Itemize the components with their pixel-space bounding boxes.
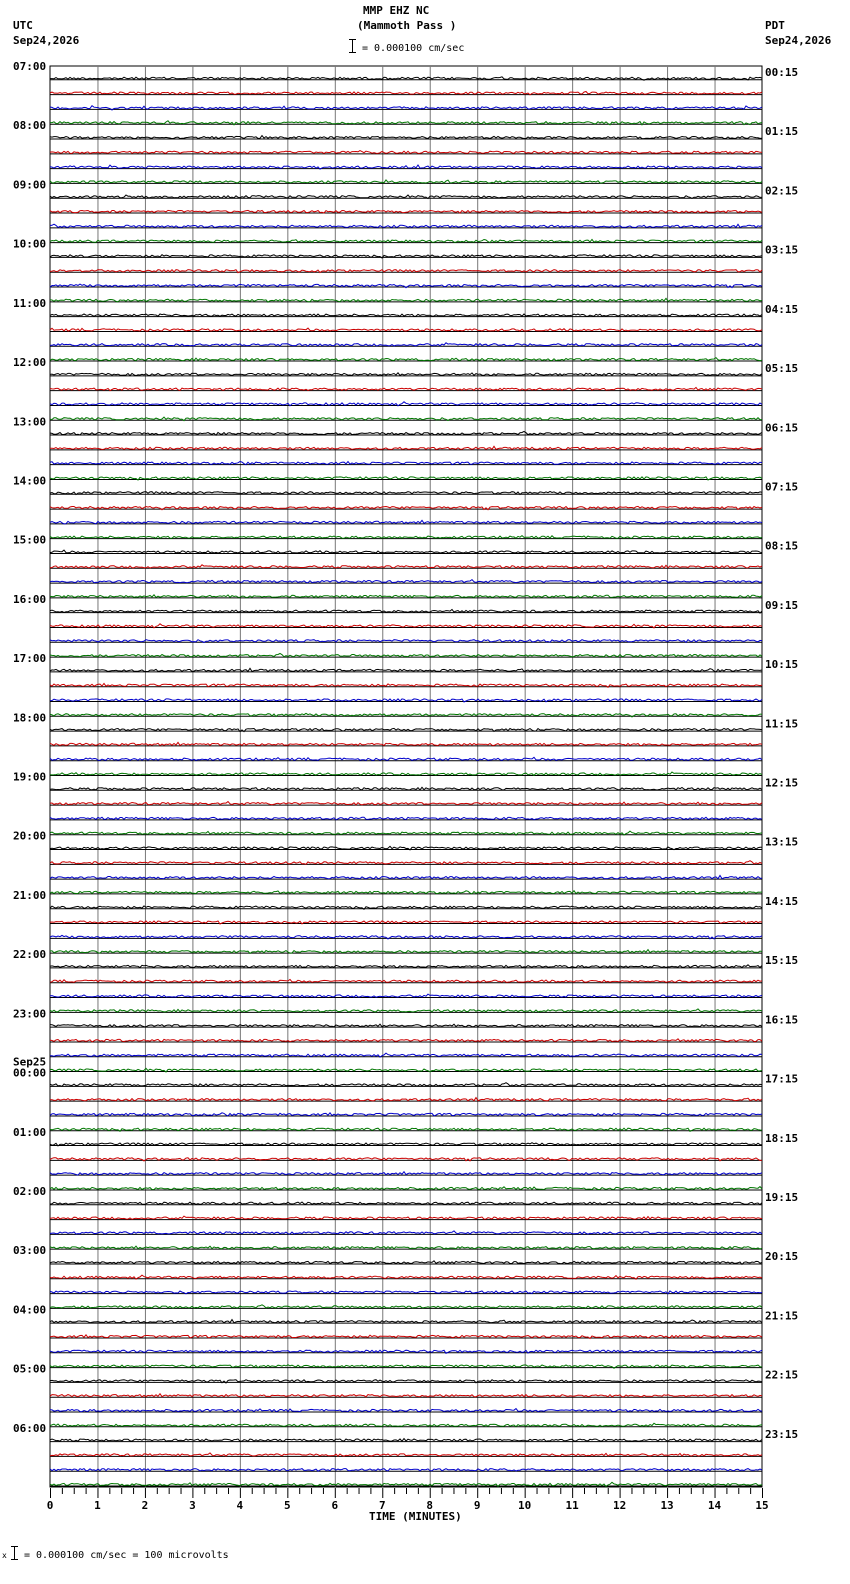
- right-hour-label: 10:15: [765, 658, 799, 672]
- seismic-trace: [50, 595, 762, 598]
- seismic-trace: [50, 876, 762, 879]
- right-hour-label: 11:15: [765, 717, 799, 731]
- left-date-change-label: Sep25: [13, 1055, 47, 1069]
- seismic-trace: [50, 328, 762, 331]
- right-hour-label: 23:15: [765, 1427, 799, 1441]
- right-hour-label: 08:15: [765, 539, 799, 553]
- seismic-trace: [50, 1009, 762, 1012]
- seismic-trace: [50, 550, 762, 553]
- right-hour-label: 03:15: [765, 243, 799, 257]
- right-date: Sep24,2026: [765, 34, 832, 47]
- seismic-trace: [50, 1394, 762, 1397]
- seismic-trace: [50, 358, 762, 361]
- seismic-trace: [50, 180, 762, 183]
- left-hour-label: 12:00: [13, 356, 47, 370]
- seismic-trace: [50, 1453, 762, 1456]
- seismic-trace: [50, 314, 762, 316]
- left-hour-label: 02:00: [13, 1184, 47, 1198]
- left-hour-label: 05:00: [13, 1362, 47, 1376]
- x-tick-label: 4: [236, 1499, 244, 1512]
- left-date: Sep24,2026: [13, 34, 80, 47]
- x-tick-label: 14: [707, 1499, 722, 1512]
- x-axis-label: TIME (MINUTES): [369, 1510, 462, 1523]
- x-tick-label: 6: [331, 1499, 339, 1512]
- seismic-trace: [50, 373, 762, 376]
- left-hour-label: 03:00: [13, 1244, 47, 1258]
- left-hour-label: 22:00: [13, 948, 47, 962]
- left-hour-label: 20:00: [13, 829, 47, 843]
- left-hour-label: 00:00: [13, 1066, 47, 1080]
- left-hour-label: 10:00: [13, 237, 47, 251]
- left-hour-label: 19:00: [13, 770, 47, 784]
- right-hour-label: 18:15: [765, 1131, 799, 1145]
- x-tick-label: 2: [141, 1499, 149, 1512]
- seismic-trace: [50, 1439, 762, 1442]
- right-hour-label: 09:15: [765, 598, 799, 612]
- right-hour-label: 15:15: [765, 954, 799, 968]
- seismic-trace: [50, 668, 762, 672]
- right-hour-label: 00:15: [765, 66, 799, 79]
- left-hour-label: 06:00: [13, 1421, 47, 1435]
- seismic-trace: [50, 965, 762, 968]
- seismic-trace: [50, 462, 762, 465]
- right-hour-label: 02:15: [765, 184, 799, 198]
- x-tick-label: 5: [284, 1499, 291, 1512]
- x-tick-label: 15: [755, 1499, 769, 1512]
- station-location: (Mammoth Pass ): [357, 19, 457, 32]
- seismic-trace: [50, 1098, 762, 1101]
- seismic-trace: [50, 580, 762, 583]
- x-tick-label: 10: [518, 1499, 532, 1512]
- seismic-trace: [50, 787, 762, 790]
- right-hour-label: 21:15: [765, 1309, 799, 1323]
- left-hour-label: 23:00: [13, 1007, 47, 1021]
- seismic-trace: [50, 772, 762, 775]
- footer-scale-text: = 0.000100 cm/sec = 100 microvolts: [24, 1550, 229, 1561]
- seismic-trace: [50, 979, 762, 982]
- left-hour-label: 08:00: [13, 119, 47, 133]
- x-tick-label: 9: [473, 1499, 481, 1512]
- seismic-trace: [50, 1423, 762, 1426]
- right-hour-label: 06:15: [765, 421, 799, 435]
- seismic-trace: [50, 388, 762, 391]
- seismic-trace: [50, 1172, 762, 1175]
- seismic-trace: [50, 1246, 762, 1249]
- footer-marker: x: [2, 1551, 7, 1560]
- seismic-trace: [50, 994, 762, 997]
- seismic-trace: [50, 757, 762, 760]
- seismic-trace: [50, 136, 762, 139]
- seismic-trace: [50, 565, 762, 568]
- left-hour-label: 11:00: [13, 296, 47, 310]
- seismic-trace: [50, 1024, 762, 1027]
- seismic-trace: [50, 151, 762, 154]
- seismic-trace: [50, 1216, 762, 1219]
- x-tick-label: 11: [565, 1499, 579, 1512]
- right-hour-label: 20:15: [765, 1250, 799, 1264]
- left-hour-label: 04:00: [13, 1303, 47, 1317]
- seismic-trace: [50, 742, 762, 745]
- x-tick-label: 7: [378, 1499, 386, 1512]
- scale-bar-icon: [352, 39, 353, 53]
- x-tick-label: 3: [189, 1499, 196, 1512]
- right-hour-label: 16:15: [765, 1013, 799, 1027]
- seismic-trace: [50, 224, 762, 227]
- x-tick-label: 8: [426, 1499, 434, 1512]
- x-tick-label: 12: [612, 1499, 627, 1512]
- right-timezone: PDT: [765, 19, 785, 32]
- left-hour-label: 07:00: [13, 60, 47, 73]
- station-title: MMP EHZ NC: [363, 4, 430, 17]
- seismic-trace: [50, 1039, 762, 1042]
- right-hour-label: 01:15: [765, 125, 799, 139]
- right-hour-label: 12:15: [765, 776, 799, 790]
- plot-frame: [50, 66, 762, 1487]
- seismic-trace: [50, 1187, 762, 1190]
- seismic-trace: [50, 654, 762, 657]
- left-hour-label: 16:00: [13, 592, 47, 606]
- left-hour-label: 14:00: [13, 474, 47, 488]
- seismic-trace: [50, 446, 762, 449]
- left-hour-label: 21:00: [13, 888, 47, 902]
- seismic-trace: [50, 802, 762, 805]
- left-hour-label: 17:00: [13, 652, 47, 666]
- seismic-trace: [50, 239, 762, 242]
- right-hour-label: 22:15: [765, 1368, 799, 1382]
- scale-text: = 0.000100 cm/sec: [362, 43, 465, 54]
- left-hour-label: 01:00: [13, 1125, 47, 1139]
- seismic-trace: [50, 536, 762, 539]
- seismic-trace: [50, 1231, 762, 1234]
- seismic-trace: [50, 1320, 762, 1324]
- right-hour-label: 07:15: [765, 480, 799, 494]
- right-hour-label: 17:15: [765, 1072, 799, 1086]
- seismic-trace: [50, 1113, 762, 1116]
- left-hour-label: 13:00: [13, 415, 47, 429]
- seismic-trace: [50, 1305, 762, 1308]
- right-hour-label: 05:15: [765, 362, 799, 376]
- seismic-trace: [50, 343, 762, 346]
- left-hour-label: 15:00: [13, 533, 47, 547]
- right-hour-label: 04:15: [765, 302, 799, 316]
- seismic-trace: [50, 1202, 762, 1205]
- left-timezone: UTC: [13, 19, 33, 32]
- x-tick-label: 1: [94, 1499, 101, 1512]
- left-hour-label: 18:00: [13, 711, 47, 725]
- right-hour-label: 19:15: [765, 1190, 799, 1204]
- footer-scale-bar-icon: [14, 1546, 15, 1560]
- right-hour-label: 14:15: [765, 894, 799, 908]
- left-hour-label: 09:00: [13, 178, 47, 192]
- x-tick-label: 0: [46, 1499, 54, 1512]
- seismic-trace: [50, 1409, 762, 1412]
- x-tick-label: 13: [660, 1499, 674, 1512]
- right-hour-label: 13:15: [765, 835, 799, 849]
